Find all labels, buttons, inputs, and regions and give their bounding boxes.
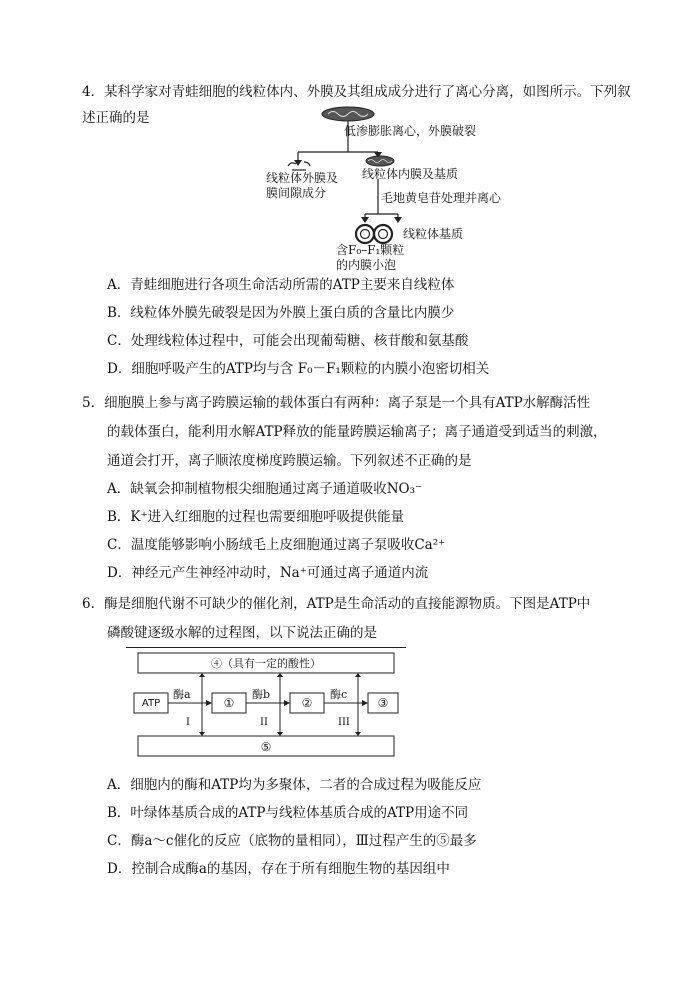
q5-option-c[interactable]: C．温度能够影响小肠绒毛上皮细胞通过离子泵吸收Ca²⁺ (107, 537, 446, 553)
q4-inner-label: 线粒体内膜及基质 (362, 167, 459, 181)
q6-step-2: II (260, 717, 268, 728)
q4-stem-line2: 述正确的是 (82, 110, 150, 126)
q4-matrix-label: 线粒体基质 (403, 227, 464, 241)
q6-option-a[interactable]: A．细胞内的酶和ATP均为多聚体，二者的合成过程为吸能反应 (107, 777, 482, 793)
q6-option-b[interactable]: B．叶绿体基质合成的ATP与线粒体基质合成的ATP用途不同 (107, 805, 469, 821)
q6-top-box-label: ④（具有一定的酸性） (211, 657, 321, 670)
q4-vesicle-label-1: 含F₀–F₁颗粒 (336, 243, 405, 257)
q5-stem-line2: 的载体蛋白，能利用水解ATP释放的能量跨膜运输离子；离子通道受到适当的刺激， (107, 424, 607, 440)
q4-option-b[interactable]: B．线粒体外膜先破裂是因为外膜上蛋白质的含量比内膜少 (107, 305, 455, 321)
q6-product-3: ③ (377, 696, 389, 710)
q4-step2-label: 毛地黄皂苷处理并离心 (381, 191, 502, 205)
q5-option-a[interactable]: A．缺氧会抑制植物根尖细胞通过离子通道吸收NO₃⁻ (107, 481, 423, 497)
q6-option-d[interactable]: D．控制合成酶a的基因，存在于所有细胞生物的基因组中 (107, 861, 450, 877)
q5-option-b[interactable]: B．K⁺进入红细胞的过程也需要细胞呼吸提供能量 (107, 509, 405, 525)
q4-step1-label: 低渗膨胀离心，外膜破裂 (344, 124, 477, 138)
q5-stem-line1: 5．细胞膜上参与离子跨膜运输的载体蛋白有两种：离子泵是一个具有ATP水解酶活性 (82, 395, 591, 411)
q6-enzyme-a: 酶a (173, 688, 191, 701)
q4-stem-line1: 4．某科学家对青蛙细胞的线粒体内、外膜及其组成成分进行了离心分离，如图所示。下列叙 (82, 84, 631, 100)
q5-option-d[interactable]: D．神经元产生神经冲动时，Na⁺可通过离子通道内流 (107, 565, 429, 581)
q6-stem-line1: 6．酶是细胞代谢不可缺少的催化剂，ATP是生命活动的直接能源物质。下图是ATP中 (82, 596, 591, 612)
outer-membrane-icon (288, 163, 296, 166)
q6-product-1: ① (223, 696, 235, 710)
q6-atp-label: ATP (141, 698, 161, 709)
q6-bottom-box-label: ⑤ (260, 740, 272, 754)
q6-step-1: I (186, 717, 190, 728)
q6-stem-line2: 磷酸键逐级水解的过程图，以下说法正确的是 (107, 625, 377, 641)
q4-outer-label-2: 膜间隙成分 (266, 186, 327, 200)
q4-vesicle-label-2: 的内膜小泡 (336, 258, 397, 272)
q6-option-c[interactable]: C．酶a～c催化的反应（底物的量相同），Ⅲ过程产生的⑤最多 (107, 833, 477, 849)
vesicle-icon (374, 225, 392, 243)
q6-step-3: III (338, 717, 350, 728)
q6-enzyme-c: 酶c (330, 688, 348, 701)
q6-enzyme-b: 酶b (252, 688, 271, 701)
q4-option-c[interactable]: C．处理线粒体过程中，可能会出现葡萄糖、核苷酸和氨基酸 (107, 333, 469, 349)
vesicle-icon (356, 225, 374, 243)
q5-stem-line3: 通道会打开，离子顺浓度梯度跨膜运输。下列叙述不正确的是 (107, 453, 472, 469)
q4-option-a[interactable]: A．青蛙细胞进行各项生命活动所需的ATP主要来自线粒体 (107, 277, 455, 293)
q6-product-2: ② (301, 696, 313, 710)
q4-outer-label-1: 线粒体外膜及 (266, 171, 339, 185)
q4-option-d[interactable]: D．细胞呼吸产生的ATP均与含 F₀－F₁颗粒的内膜小泡密切相关 (107, 361, 490, 377)
